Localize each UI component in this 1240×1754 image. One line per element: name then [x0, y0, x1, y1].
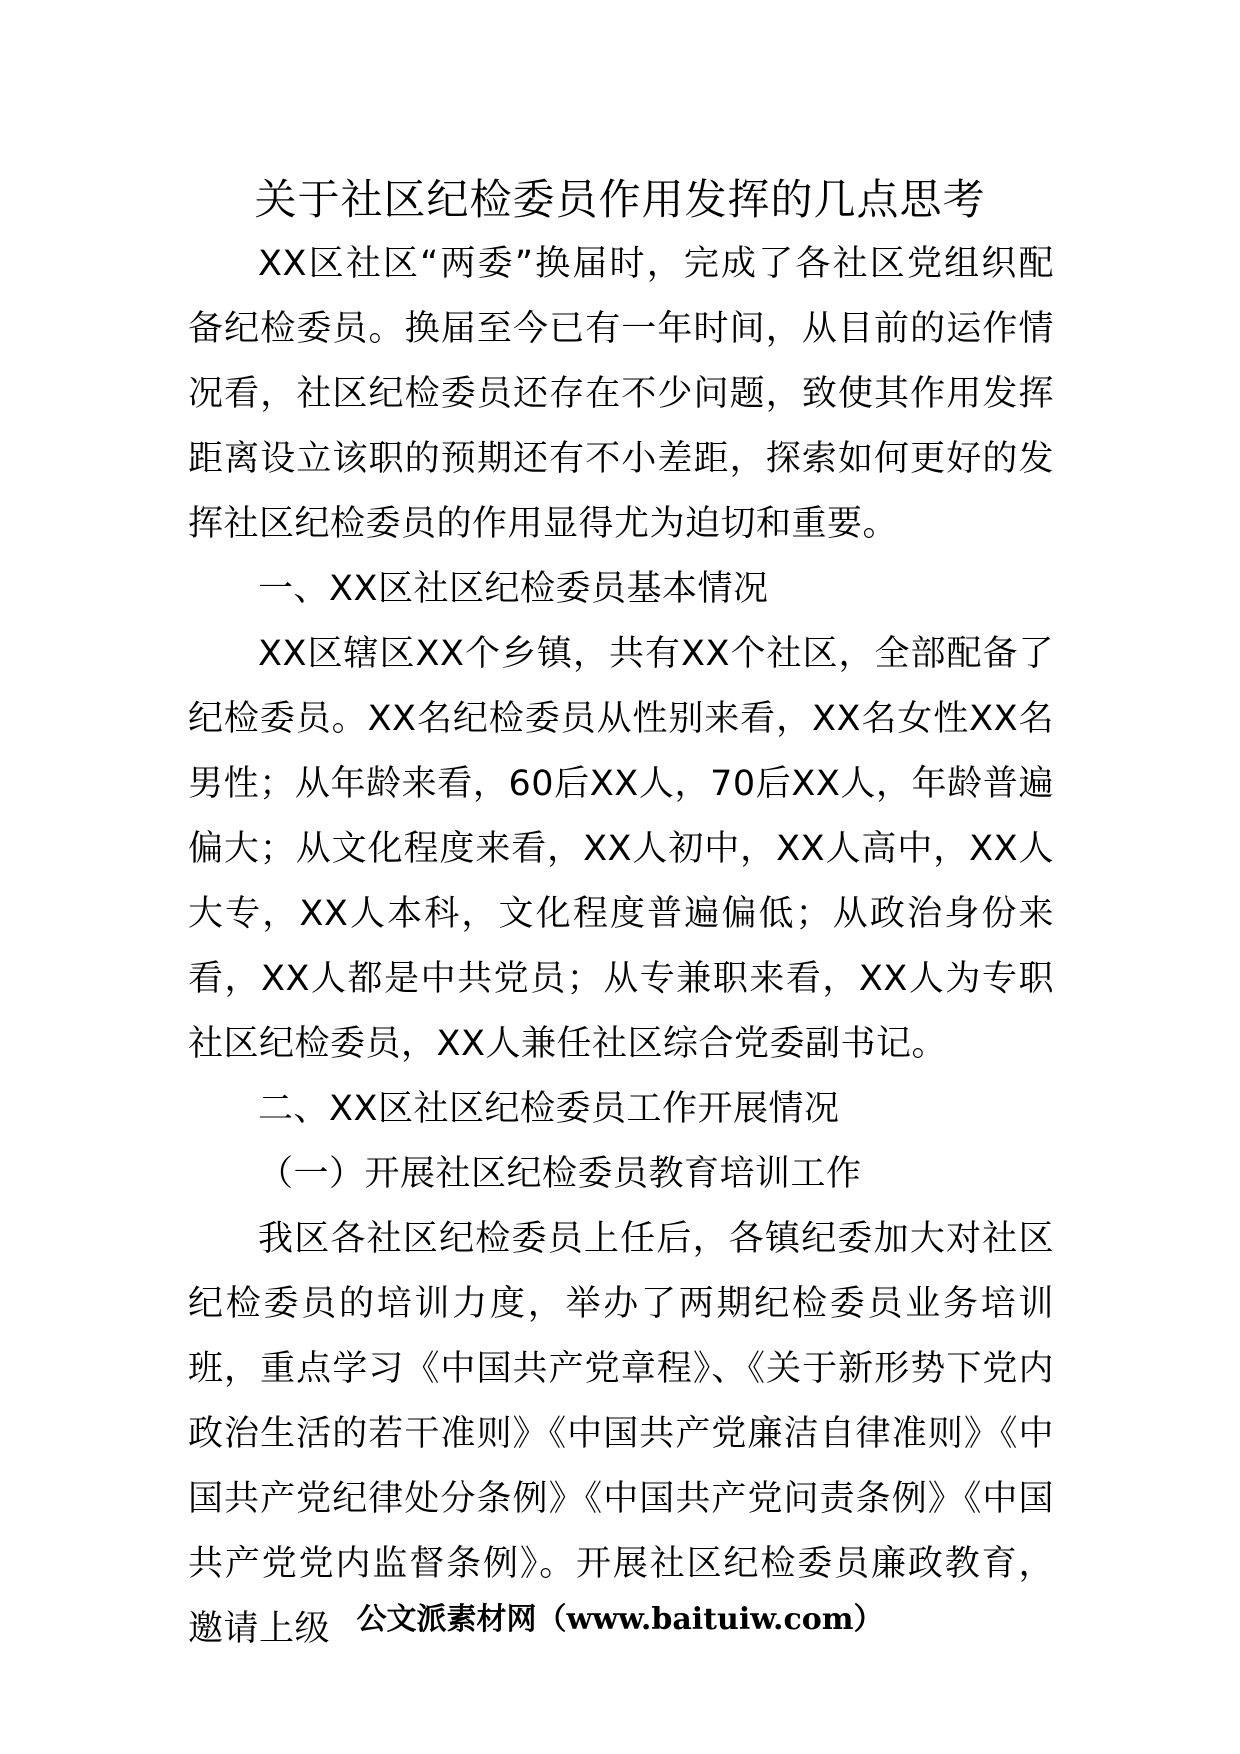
subsection-heading-1: （一）开展社区纪检委员教育培训工作 [258, 1154, 862, 1194]
basic-situation-paragraph: XX区辖区XX个乡镇，共有XX个社区，全部配备了纪检委员。XX名纪检委员从性别来看，XX名女性XX名男性；从年龄来看，60后XX人，70后XX人，年龄普遍偏大；从文化程度来看，XX人初中，XX人高中，XX人大专，XX人本科，文化程度普遍偏低；从政治身份来看，XX人都是中共党员；从专兼职来看，XX人为专职社区纪检委员，XX人兼任社区综合党委副书记。 [188, 634, 1054, 1064]
document-title: 关于社区纪检委员作用发挥的几点思考 [254, 175, 986, 224]
footer-watermark: 公文派素材网（www.baituiw.com） [356, 1602, 884, 1637]
section-heading-2: 二、XX区社区纪检委员工作开展情况 [258, 1089, 840, 1129]
document-body [188, 232, 1054, 1662]
intro-paragraph: XX区社区“两委”换届时，完成了各社区党组织配备纪检委员。换届至今已有一年时间，从目前的运作情况看，社区纪检委员还存在不少问题，致使其作用发挥距离设立该职的预期还有不小差距，探索如何更好的发挥社区纪检委员的作用显得尤为迫切和重要。 [188, 244, 1054, 544]
section-heading-1: 一、XX区社区纪检委员基本情况 [258, 569, 769, 609]
training-paragraph: 我区各社区纪检委员上任后，各镇纪委加大对社区纪检委员的培训力度，举办了两期纪检委员业务培训班，重点学习《中国共产党章程》、《关于新形势下党内政治生活的若干准则》《中国共产党廉洁自律准则》《中国共产党纪律处分条例》《中国共产党问责条例》《中国共产党党内监督条例》。开展社区纪检委员廉政教育，邀请上级 [188, 1219, 1054, 1649]
